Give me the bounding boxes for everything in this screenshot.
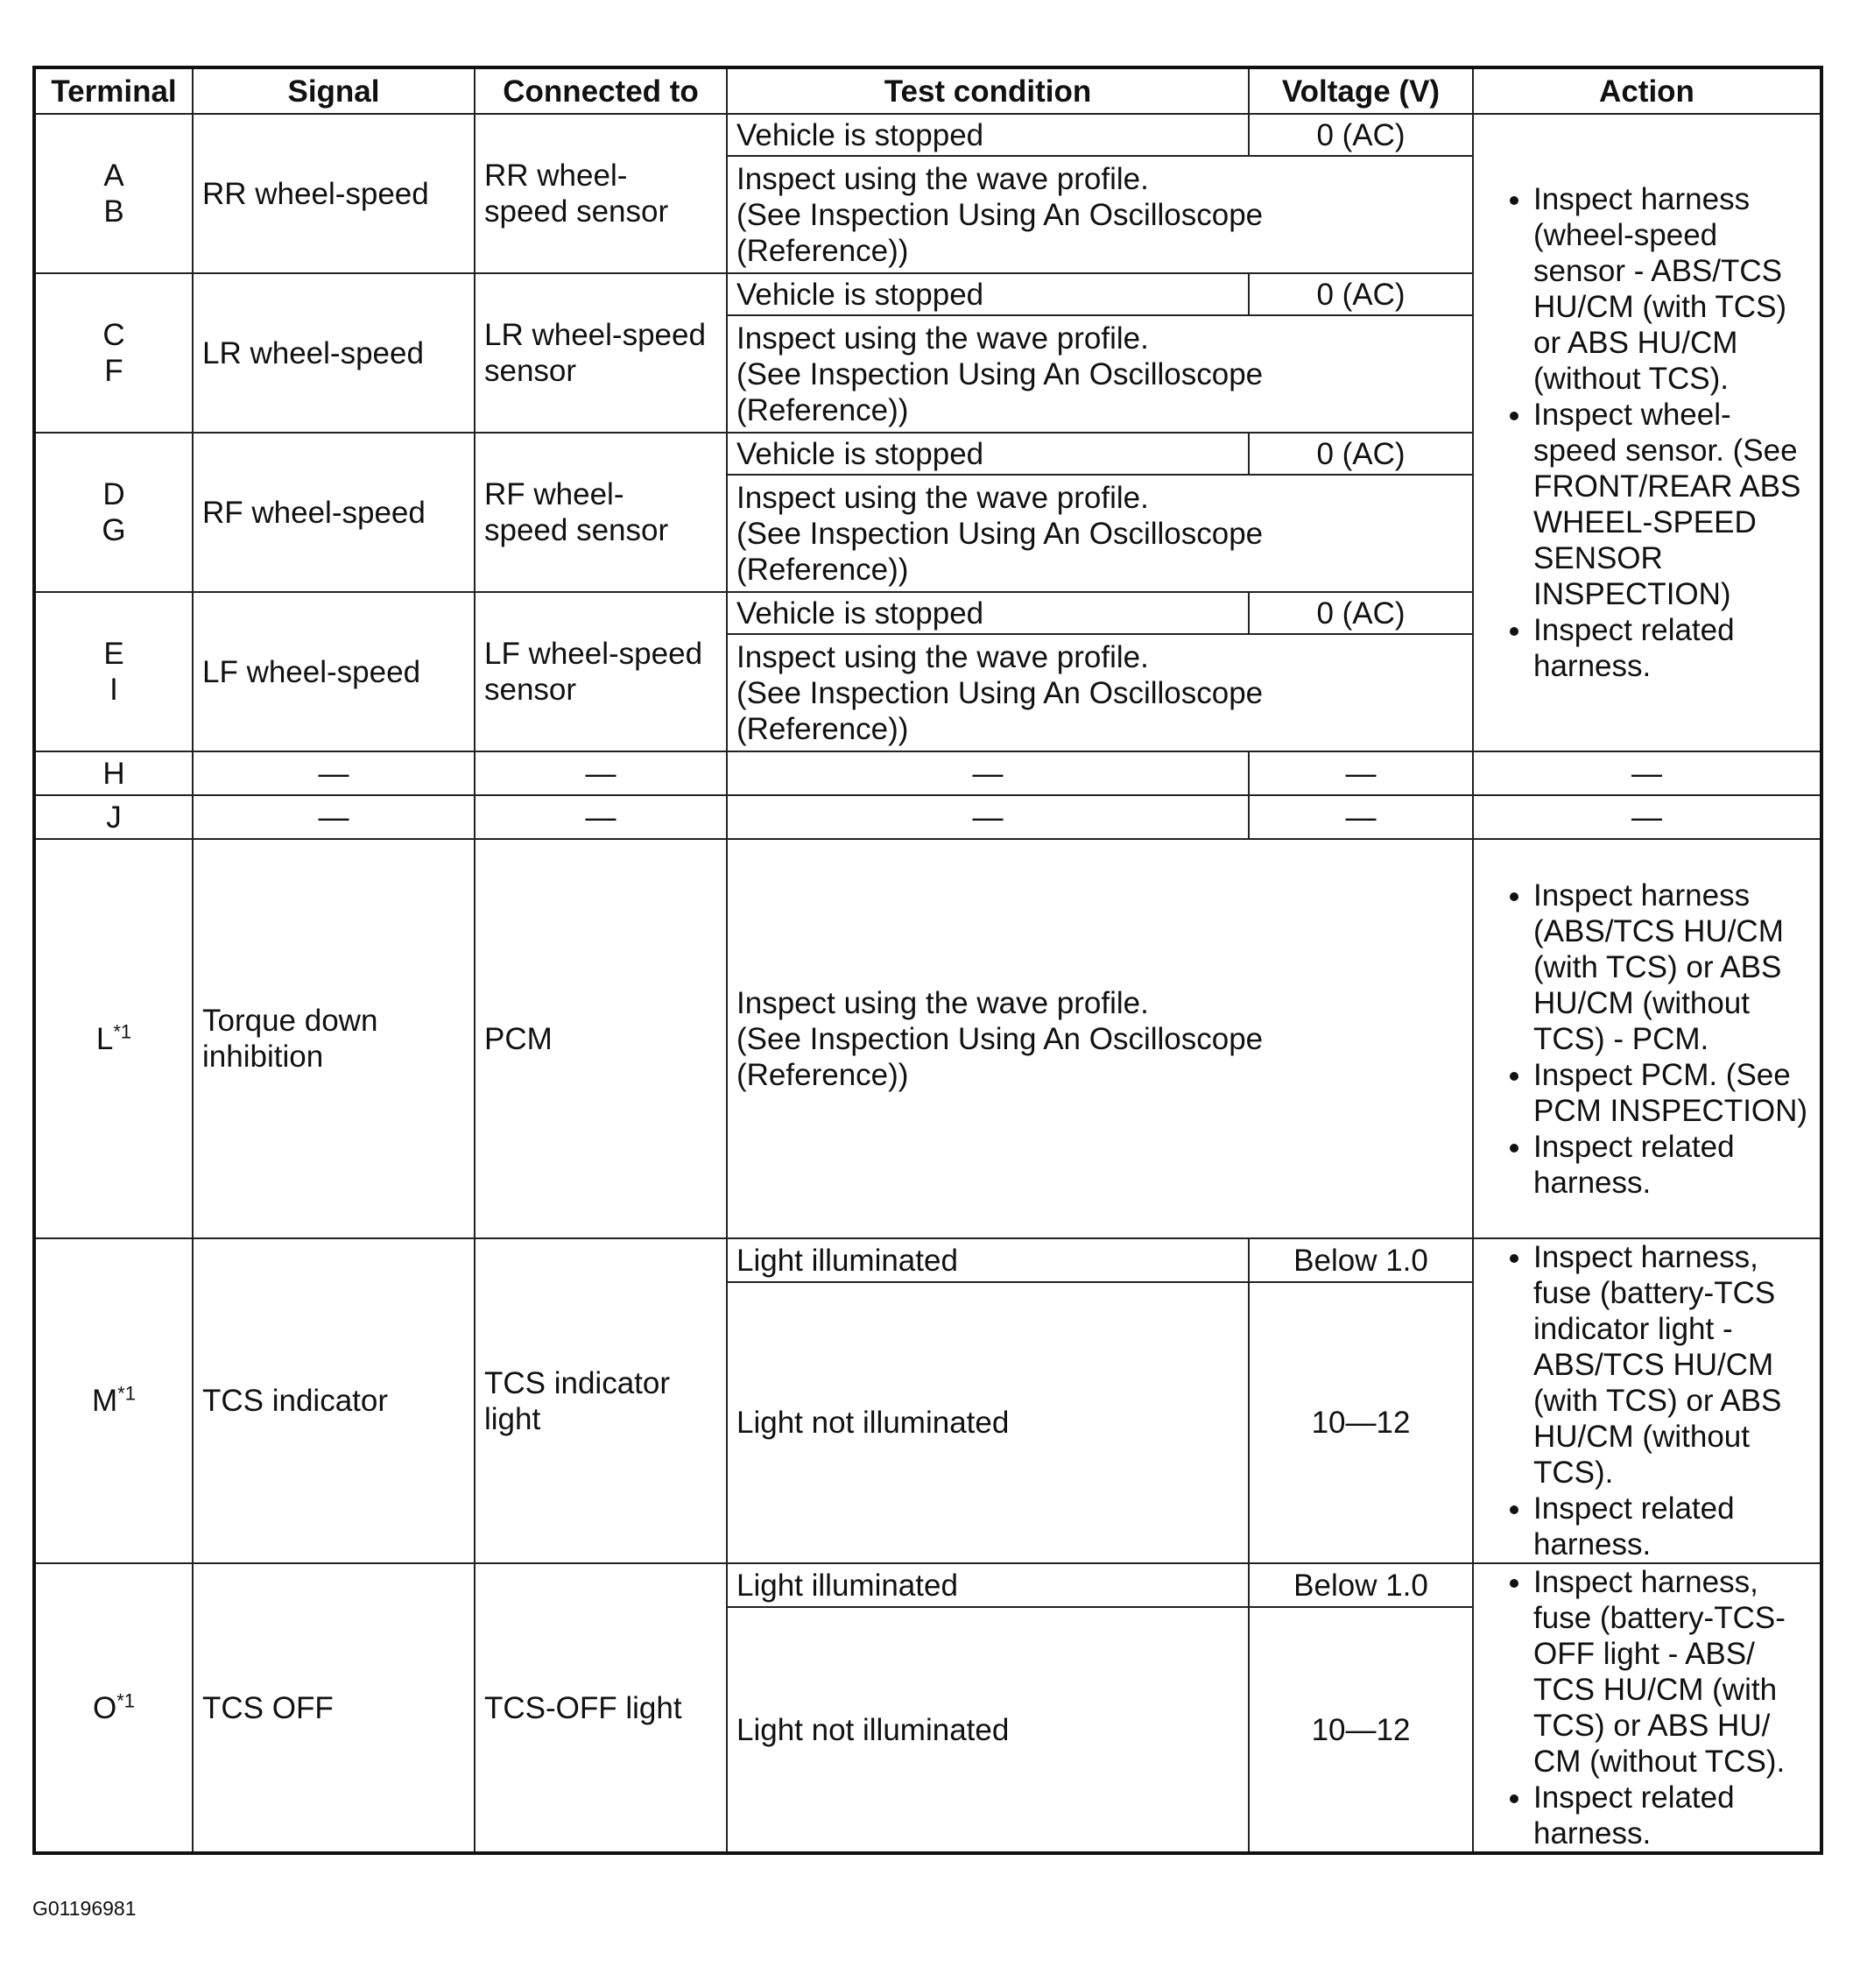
condition-cell: Inspect using the wave profile. (See Inspection Using An Oscilloscope (Reference)) [727, 156, 1473, 273]
terminal-cell [34, 1563, 193, 1853]
signal-cell: RF wheel-speed [193, 433, 475, 592]
condition-cell: Inspect using the wave profile. (See Inspection Using An Oscilloscope (Reference)) [727, 475, 1473, 592]
connected-cell: LF wheel-speed sensor [475, 592, 727, 751]
action-item: • Inspect related harness. [1533, 612, 1813, 684]
connected-cell: RR wheel- speed sensor [475, 114, 727, 273]
action-cell [1473, 839, 1821, 1238]
connected-cell: TCS-OFF light [475, 1563, 727, 1853]
figure-id: G01196981 [32, 1897, 137, 1920]
action-cell [1473, 1238, 1821, 1563]
connected-cell: — [475, 795, 727, 839]
condition-cell: — [727, 751, 1249, 795]
header-terminal: Terminal [34, 67, 193, 114]
table-row [34, 1563, 1821, 1607]
footnote-mark: *1 [117, 1382, 136, 1405]
table-row [34, 114, 1821, 156]
header-voltage: Voltage (V) [1249, 67, 1473, 114]
table-row [34, 1238, 1821, 1282]
voltage-cell: — [1249, 795, 1473, 839]
action-list [1488, 181, 1813, 684]
condition-cell: Inspect using the wave profile. (See Inspection Using An Oscilloscope (Reference)) [727, 315, 1473, 433]
terminal-cell: H [34, 751, 193, 795]
signal-cell: LF wheel-speed [193, 592, 475, 751]
signal-cell: Torque down inhibition [193, 839, 475, 1238]
signal-cell: TCS OFF [193, 1563, 475, 1853]
action-cell: — [1473, 751, 1821, 795]
action-item: • Inspect harness, fuse (battery-TCS indicator light - ABS/TCS HU/CM (with TCS) or ABS HU/CM (without TCS). [1533, 1239, 1813, 1491]
wheel-speed-action-cell [1473, 114, 1821, 751]
action-list [1488, 1239, 1813, 1562]
terminal-cell: J [34, 795, 193, 839]
voltage-cell: 0 (AC) [1249, 592, 1473, 634]
signal-cell: TCS indicator [193, 1238, 475, 1563]
voltage-cell: 0 (AC) [1249, 273, 1473, 315]
connected-cell: — [475, 751, 727, 795]
action-item: • Inspect harness, fuse (battery-TCS-OFF light - ABS/ TCS HU/CM (with TCS) or ABS HU/ CM (without TCS). [1533, 1564, 1813, 1780]
condition-cell: Light not illuminated [727, 1607, 1249, 1853]
voltage-cell: — [1249, 751, 1473, 795]
terminal-cell: E I [34, 592, 193, 751]
action-item: • Inspect related harness. [1533, 1491, 1813, 1562]
action-item: • Inspect PCM. (See PCM INSPECTION) [1533, 1057, 1813, 1129]
condition-cell: Inspect using the wave profile. (See Inspection Using An Oscilloscope (Reference)) [727, 839, 1473, 1238]
signal-cell: LR wheel-speed [193, 273, 475, 433]
connected-cell: RF wheel- speed sensor [475, 433, 727, 592]
table-row [34, 751, 1821, 795]
action-item: • Inspect wheel-speed sensor. (See FRONT/REAR ABS WHEEL-SPEED SENSOR INSPECTION) [1533, 397, 1813, 612]
condition-cell: Inspect using the wave profile. (See Inspection Using An Oscilloscope (Reference)) [727, 634, 1473, 751]
connected-cell: TCS indicator light [475, 1238, 727, 1563]
condition-cell: Light not illuminated [727, 1282, 1249, 1563]
header-row [34, 67, 1821, 114]
terminal-label: M [92, 1384, 118, 1418]
action-item: • Inspect harness (ABS/TCS HU/CM (with TCS) or ABS HU/CM (without TCS) - PCM. [1533, 878, 1813, 1057]
connected-cell: PCM [475, 839, 727, 1238]
terminal-cell [34, 1238, 193, 1563]
action-item: • Inspect related harness. [1533, 1780, 1813, 1851]
terminal-cell [34, 839, 193, 1238]
voltage-cell: Below 1.0 [1249, 1563, 1473, 1607]
header-test-condition: Test condition [727, 67, 1249, 114]
footnote-mark: *1 [116, 1688, 136, 1711]
action-list [1488, 878, 1813, 1201]
terminal-voltage-table [32, 66, 1823, 1855]
connected-cell: LR wheel-speed sensor [475, 273, 727, 433]
signal-cell: — [193, 751, 475, 795]
action-item: • Inspect harness (wheel-speed sensor - ABS/TCS HU/CM (with TCS) or ABS HU/CM (without TCS). [1533, 181, 1813, 397]
terminal-cell: C F [34, 273, 193, 433]
terminal-cell: D G [34, 433, 193, 592]
condition-cell: Vehicle is stopped [727, 592, 1249, 634]
action-cell [1473, 1563, 1821, 1853]
header-action: Action [1473, 67, 1821, 114]
action-item: • Inspect related harness. [1533, 1129, 1813, 1201]
condition-cell: Vehicle is stopped [727, 433, 1249, 475]
table-row [34, 795, 1821, 839]
terminal-label: O [92, 1690, 117, 1725]
footnote-mark: *1 [113, 1019, 132, 1042]
terminal-cell: A B [34, 114, 193, 273]
header-connected-to: Connected to [475, 67, 727, 114]
condition-cell: Light illuminated [727, 1238, 1249, 1282]
signal-cell: RR wheel-speed [193, 114, 475, 273]
condition-cell: Light illuminated [727, 1563, 1249, 1607]
header-signal: Signal [193, 67, 475, 114]
signal-cell: — [193, 795, 475, 839]
terminal-label: L [95, 1021, 114, 1056]
voltage-cell: Below 1.0 [1249, 1238, 1473, 1282]
table-row [34, 839, 1821, 1238]
condition-cell: Vehicle is stopped [727, 273, 1249, 315]
condition-cell: — [727, 795, 1249, 839]
voltage-cell: 10—12 [1249, 1282, 1473, 1563]
condition-cell: Vehicle is stopped [727, 114, 1249, 156]
action-list [1488, 1564, 1813, 1851]
voltage-cell: 0 (AC) [1249, 114, 1473, 156]
voltage-cell: 0 (AC) [1249, 433, 1473, 475]
voltage-cell: 10—12 [1249, 1607, 1473, 1853]
action-cell: — [1473, 795, 1821, 839]
